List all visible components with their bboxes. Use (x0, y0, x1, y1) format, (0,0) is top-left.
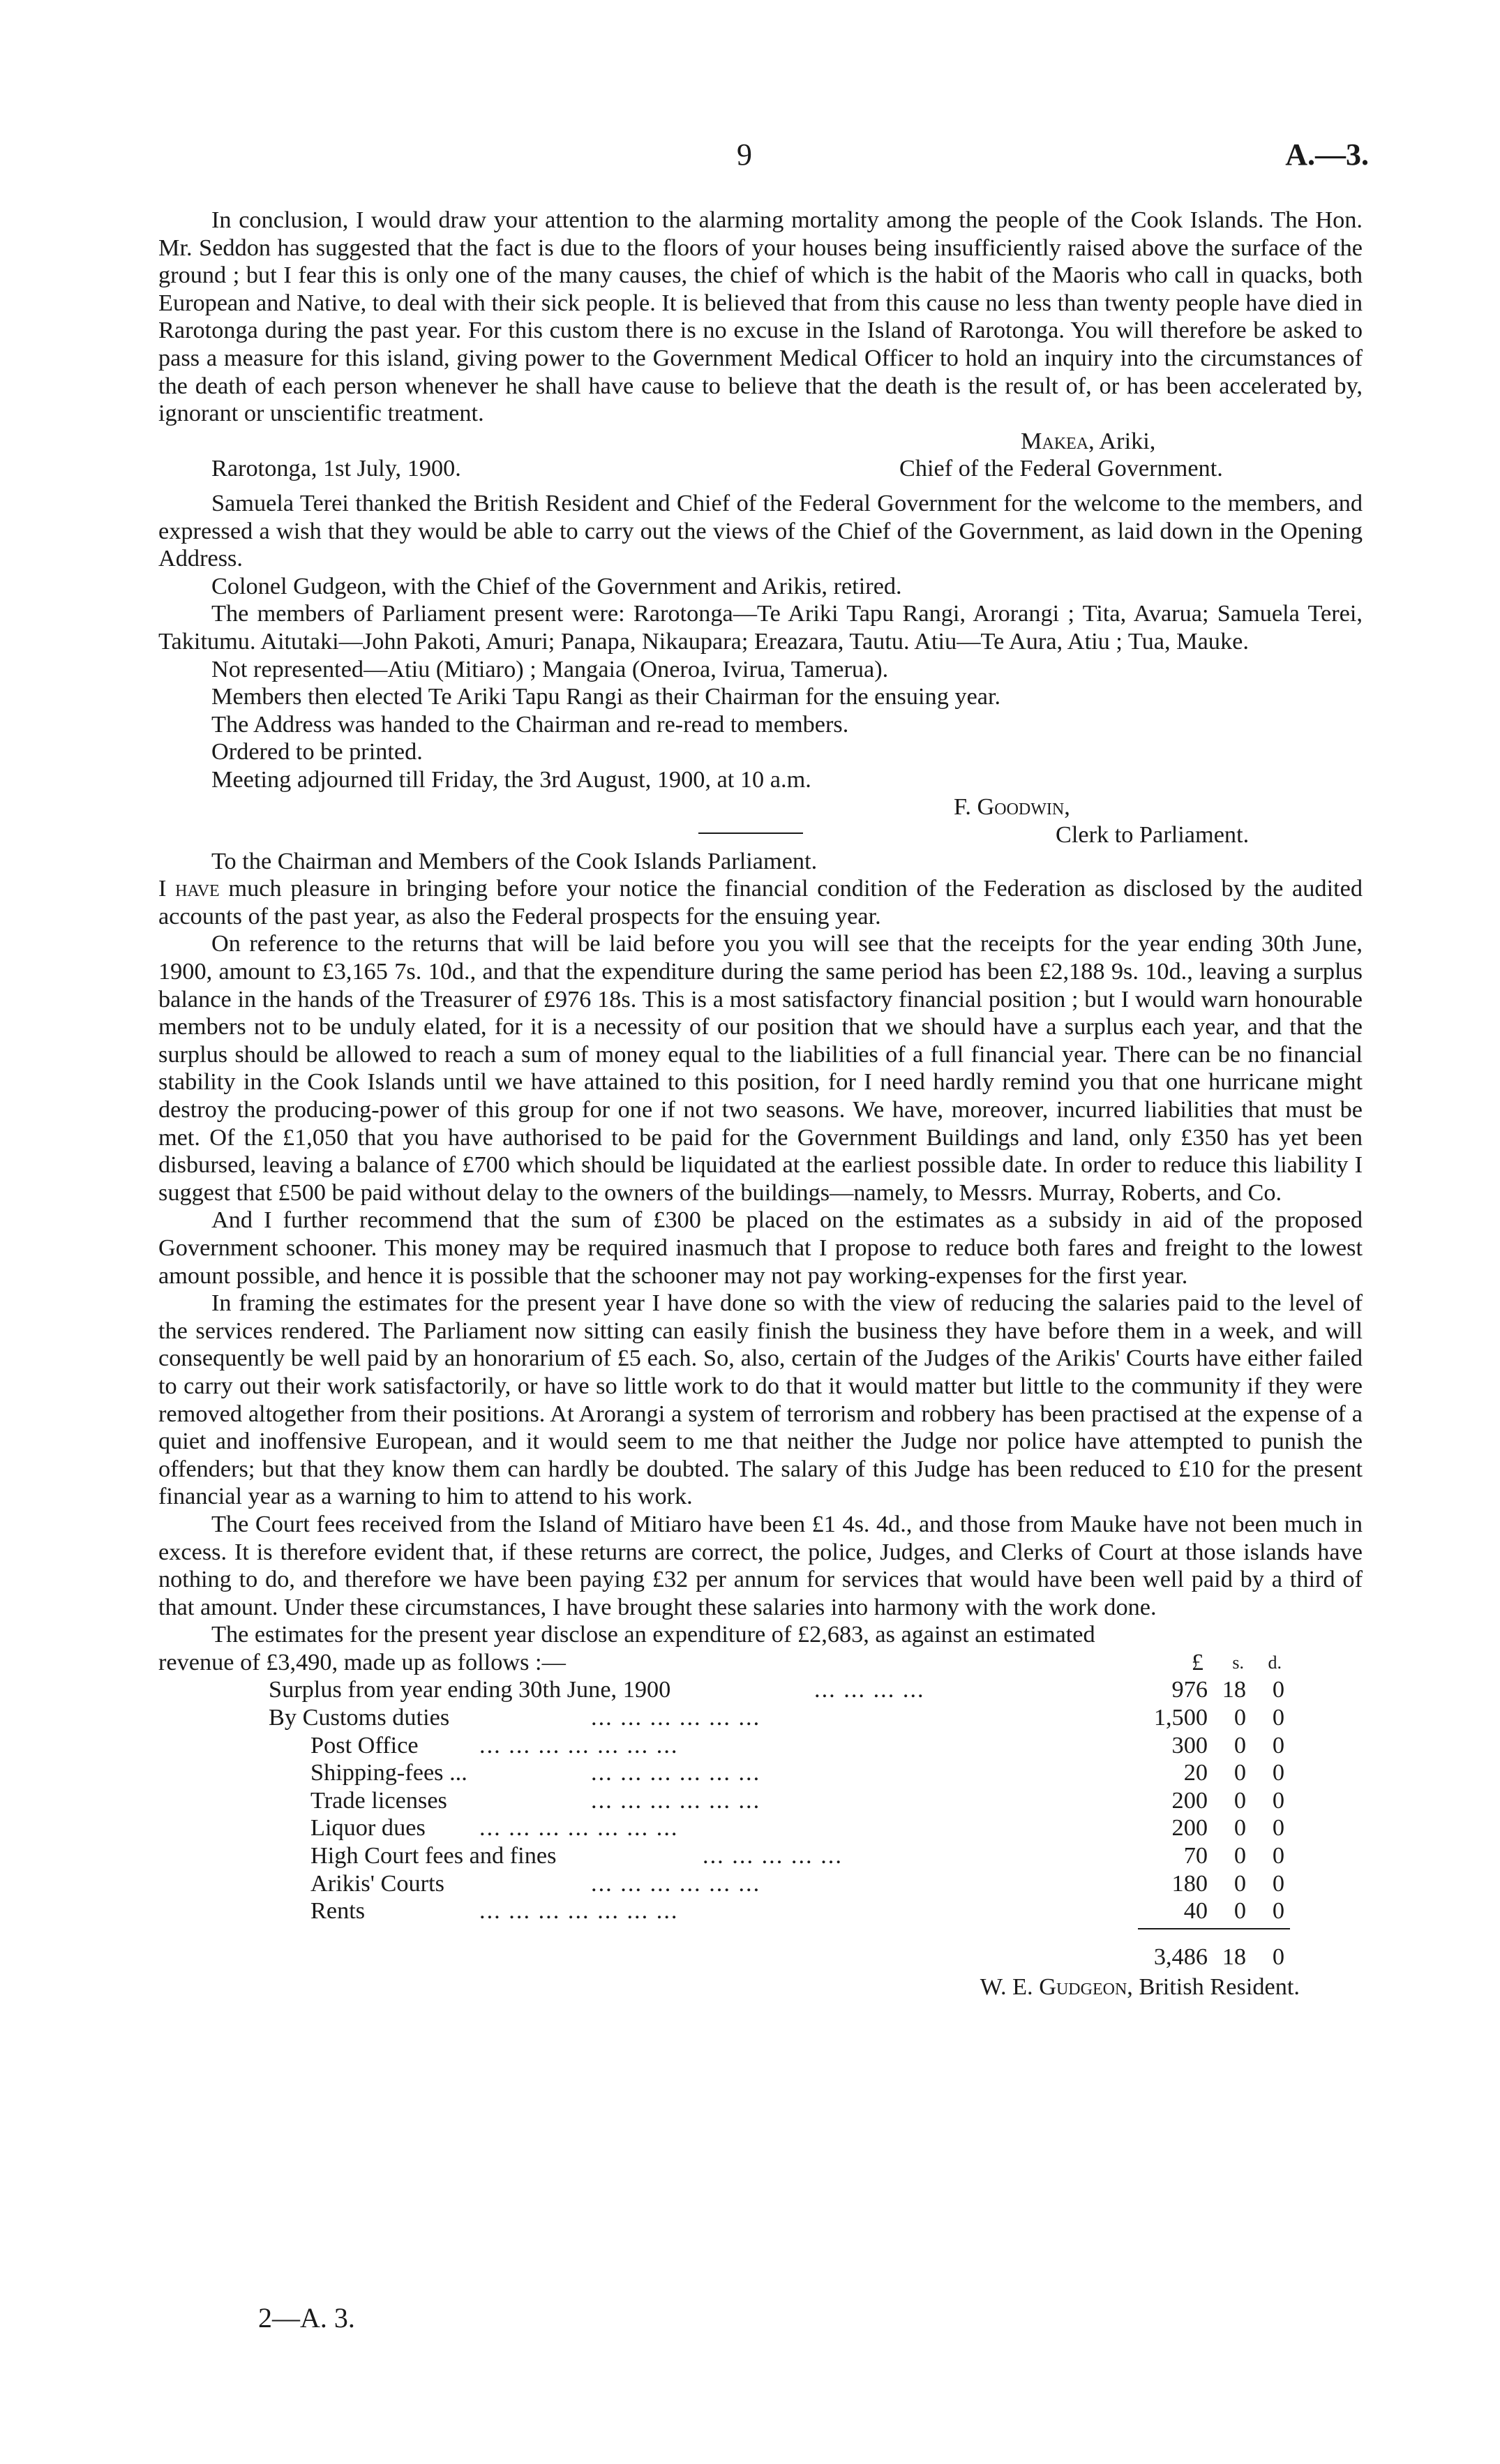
row-pounds: 20 (1183, 1759, 1208, 1786)
table-row (158, 1814, 1363, 1842)
minutes-item: The members of Parliament present were: Rarotonga—Te Ariki Tapu Rangi, Arorangi ; Tita, Avarua; Samuela Terei, Takitumu. Aitutaki—John Pakoti, Amuri; Panapa, Nikaupara; Ereazara, Tautu. Atiu—Te Aura, Atiu ; Tua, Mauke. (158, 600, 1363, 655)
table-row (158, 1842, 1363, 1870)
table-row (158, 1897, 1363, 1925)
row-label: By Customs duties (269, 1704, 450, 1731)
estimates-table (158, 1676, 1363, 1971)
opening-text: much pleasure in bringing before your notice the financial condition of the Federation as disclosed by the audited accounts of the past year, as also the Federal prospects for the ensuing year. (158, 875, 1363, 929)
resident-suffix: , British Resident. (1127, 1973, 1300, 2001)
leader-dots: ... ... ... ... ... ... ... (479, 1897, 679, 1925)
row-pence: 0 (1272, 1869, 1284, 1897)
resident-initials: W. E. (980, 1973, 1040, 2001)
row-label: Arikis' Courts (310, 1869, 444, 1897)
resident-signature (980, 1973, 1300, 2001)
row-pence: 0 (1272, 1759, 1284, 1786)
row-label: Trade licenses (310, 1786, 447, 1814)
minutes-item: Meeting adjourned till Friday, the 3rd August, 1900, at 10 a.m. (211, 766, 811, 793)
column-shillings: s. (1232, 1652, 1244, 1673)
body-text (158, 207, 1363, 2004)
table-row (158, 1787, 1363, 1815)
row-label: High Court fees and fines (310, 1842, 557, 1869)
row-shillings: 0 (1233, 1786, 1246, 1814)
row-pounds: 40 (1183, 1897, 1208, 1925)
table-row (158, 1759, 1363, 1787)
leader-dots: ... ... ... ... ... ... (591, 1704, 761, 1731)
signature-row (158, 428, 1363, 456)
document-reference: A.—3. (1285, 137, 1369, 172)
estimates-intro: The estimates for the present year disclose an expenditure of £2,683, as against an estimated (211, 1621, 1095, 1648)
row-shillings: 0 (1233, 1731, 1246, 1759)
page-number: 9 (737, 137, 752, 172)
table-row (158, 1704, 1363, 1732)
row-shillings: 0 (1233, 1869, 1246, 1897)
row-shillings: 0 (1233, 1842, 1246, 1869)
minutes-item: Samuela Terei thanked the British Resident and Chief of the Federal Government for the welcome to the members, and expressed a wish that they would be able to carry out the views of the Chief of the Government, as laid down in the Opening Address. (158, 489, 1363, 572)
place-date: Rarotonga, 1st July, 1900. (211, 455, 461, 482)
clerk-suffix: , (1064, 793, 1070, 821)
row-pence: 0 (1272, 1731, 1284, 1759)
row-pence: 0 (1272, 1704, 1284, 1731)
table-row (158, 1676, 1363, 1704)
address-paragraph: In framing the estimates for the present year I have done so with the view of reducing the salaries paid to the level of the services rendered. The Parliament now sitting can easily finish the business they have before them in a week, and will consequently be well paid by an honorarium of £5 each. So, also, certain of the Judges of the Arikis' Courts have either failed to carry out their work satisfactorily, or have so little work to do that it would matter but little to the community if they were removed altogether from their positions. At Arorangi a system of terrorism and robbery has been practised at the expense of a quiet and inoffensive European, and it would seem to me that neither the Judge nor police have attempted to punish the offenders; but that they know them can hardly be doubted. The salary of this Judge has been reduced to £10 for the present financial year as a warning to him to attend to his work. (158, 1290, 1363, 1510)
resident-surname: Gudgeon (1039, 1973, 1127, 2001)
row-label: Shipping-fees ... (310, 1759, 467, 1786)
leader-dots: ... ... ... ... (814, 1676, 925, 1703)
row-shillings: 0 (1233, 1704, 1246, 1731)
row-pence: 0 (1272, 1814, 1284, 1842)
row-pence: 0 (1272, 1786, 1284, 1814)
clerk-title: Clerk to Parliament. (1056, 821, 1250, 849)
row-pounds: 300 (1171, 1731, 1208, 1759)
address-paragraph: The Court fees received from the Island of Mitiaro have been £1 4s. 4d., and those from Mauke have not been much in excess. It is therefore evident that, if these returns are correct, the police, Judges, and Clerks of Court at those islands have nothing to do, and therefore we have been paying £32 per annum for services that would have been well paid by a third of that amount. Under these circumstances, I have brought these salaries into harmony with the work done. (158, 1510, 1363, 1620)
address-salutation: To the Chairman and Members of the Cook Islands Parliament. (211, 847, 818, 874)
row-pounds: 200 (1171, 1814, 1208, 1842)
estimates-header-row (158, 1649, 1363, 1677)
signature-makea (1021, 428, 1155, 456)
column-pence: d. (1268, 1652, 1282, 1673)
row-shillings: 0 (1233, 1759, 1246, 1786)
minutes-item: The Address was handed to the Chairman and re-read to members. (211, 710, 849, 738)
row-label: Rents (310, 1897, 366, 1925)
minutes-item: Members then elected Te Ariki Tapu Rangi as their Chairman for the ensuing year. (211, 683, 1001, 710)
row-shillings: 18 (1222, 1676, 1246, 1703)
clerk-initial: F. (954, 793, 977, 821)
table-row (158, 1732, 1363, 1760)
place-date-row (158, 455, 1363, 483)
clerk-signature-row (158, 793, 1363, 821)
clerk-signature (954, 793, 1070, 821)
lead-word: I have (158, 875, 220, 902)
row-pounds: 200 (1171, 1786, 1208, 1814)
leader-dots: ... ... ... ... ... (703, 1842, 843, 1869)
table-row (158, 1870, 1363, 1898)
row-pounds: 180 (1171, 1869, 1208, 1897)
row-pence: 0 (1272, 1676, 1284, 1703)
estimates-intro-line: revenue of £3,490, made up as follows :— (158, 1648, 566, 1675)
sum-rule (158, 1925, 1363, 1934)
address-paragraph: And I further recommend that the sum of £300 be placed on the estimates as a subsidy in aid of the proposed Government schooner. This money may be required inasmuch that I propose to reduce both fares and freight to the lowest amount possible, and hence it is possible that the schooner may not pay working-expenses for the first year. (158, 1207, 1363, 1289)
total-pounds: 3,486 (1153, 1943, 1208, 1970)
leader-dots: ... ... ... ... ... ... (591, 1869, 761, 1897)
row-pence: 0 (1272, 1842, 1284, 1869)
leader-dots: ... ... ... ... ... ... ... (479, 1814, 679, 1842)
row-pounds: 70 (1183, 1842, 1208, 1869)
address-opening (158, 875, 1363, 930)
signature-suffix: , Ariki, (1088, 427, 1156, 454)
signature-title: Chief of the Federal Government. (899, 455, 1223, 482)
footer-reference: 2—A. 3. (258, 2302, 355, 2334)
signature-name: Makea (1021, 427, 1089, 454)
row-shillings: 0 (1233, 1897, 1246, 1925)
minutes-item: Not represented—Atiu (Mitiaro) ; Mangaia (Oneroa, Ivirua, Tamerua). (211, 655, 889, 682)
row-pence: 0 (1272, 1897, 1284, 1925)
row-label: Liquor dues (310, 1814, 426, 1842)
total-shillings: 18 (1222, 1943, 1246, 1970)
leader-dots: ... ... ... ... ... ... (591, 1786, 761, 1814)
clerk-surname: Goodwin (977, 793, 1065, 821)
total-pence: 0 (1272, 1943, 1284, 1970)
minutes-item: Ordered to be printed. (211, 738, 423, 766)
clerk-title-row (158, 821, 1363, 849)
column-pounds: £ (1191, 1648, 1203, 1675)
closing-paragraph: In conclusion, I would draw your attention to the alarming mortality among the people of the Cook Islands. The Hon. Mr. Seddon has suggested that the fact is due to the floors of your houses being insufficiently raised above the surface of the ground ; but I fear this is only one of the many causes, the chief of which is the habit of the Maoris who call in quacks, both European and Native, to deal with their sick people. It is believed that from this cause no less than twenty people have died in Rarotonga during the past year. For this custom there is no excuse in the Island of Rarotonga. You will therefore be asked to pass a measure for this island, giving power to the Government Medical Officer to hold an inquiry into the circumstances of the death of each person whenever he shall have cause to believe that the death is the result of, or has been accelerated by, ignorant or unscientific treatment. (158, 207, 1363, 427)
leader-dots: ... ... ... ... ... ... (591, 1759, 761, 1786)
total-row (158, 1943, 1363, 1971)
resident-signature-row (158, 1973, 1363, 2004)
minutes-item: Colonel Gudgeon, with the Chief of the Government and Arikis, retired. (211, 572, 902, 599)
address-paragraph: On reference to the returns that will be laid before you you will see that the receipts for the year ending 30th June, 1900, amount to £3,165 7s. 10d., and that the expenditure during the same period has been £2,188 9s. 10d., leaving a surplus balance in the hands of the Treasurer of £976 18s. This is a most satisfactory financial position ; but I would warn honourable members not to be unduly elated, for it is a necessity of our position that we should have a surplus each year, and that the surplus should be allowed to reach a sum of money equal to the liabilities of a full financial year. There can be no financial stability in the Cook Islands until we have attained to this position, for I need hardly remind you that one hurricane might destroy the producing-power of this group for one if not two seasons. We have, moreover, incurred liabilities that must be met. Of the £1,050 that you have authorised to be paid for the Government Buildings and land, only £350 has yet been disbursed, leaving a balance of £700 which should be liquidated at the earliest possible date. In order to reduce this liability I suggest that £500 be paid without delay to the owners of the buildings—namely, to Messrs. Murray, Roberts, and Co. (158, 930, 1363, 1206)
row-label: Post Office (310, 1731, 419, 1759)
leader-dots: ... ... ... ... ... ... ... (479, 1731, 679, 1759)
row-pounds: 976 (1171, 1676, 1208, 1703)
row-label: Surplus from year ending 30th June, 1900 (269, 1676, 671, 1703)
row-shillings: 0 (1233, 1814, 1246, 1842)
page-header (0, 137, 1500, 179)
row-pounds: 1,500 (1153, 1704, 1208, 1731)
